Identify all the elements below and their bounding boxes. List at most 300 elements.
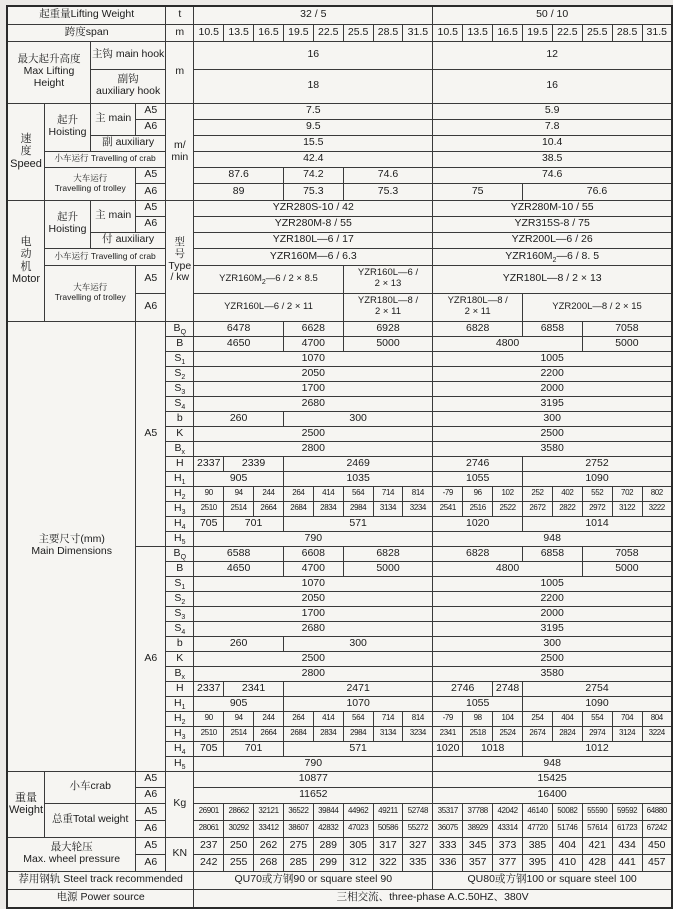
value-cell: 260 (194, 411, 284, 426)
value-cell: 10.4 (433, 135, 672, 151)
unit-label: $B_Q$ (166, 546, 194, 561)
value-cell: 13.5 (463, 24, 493, 41)
value-cell: 10877 (194, 771, 433, 787)
value-cell: 7058 (582, 321, 672, 336)
value-cell: 1005 (433, 351, 672, 366)
value-cell: 571 (283, 741, 432, 756)
table-row (7, 24, 672, 41)
value-cell: 336 (433, 854, 463, 871)
value-cell: 814 (403, 486, 433, 501)
value-cell: 1012 (523, 741, 672, 756)
value-cell: 242 (194, 854, 224, 871)
value-cell: 2341 (224, 681, 284, 696)
section-label: 电 动 机 Motor (7, 200, 45, 321)
table-row (7, 200, 672, 216)
unit-label: K (166, 651, 194, 666)
value-cell: 2522 (493, 501, 523, 516)
value-cell: 2500 (433, 651, 672, 666)
value-cell: 2746 (433, 456, 523, 471)
value-cell: 333 (433, 837, 463, 854)
unit-label: b (166, 411, 194, 426)
crane-spec-table-body (7, 6, 672, 908)
value-cell: 2200 (433, 591, 672, 606)
value-cell: 1005 (433, 576, 672, 591)
unit-label: $S_3$ (166, 381, 194, 396)
value-cell: 33412 (254, 820, 284, 837)
table-row (7, 889, 672, 908)
value-cell: 1070 (194, 351, 433, 366)
value-cell: 2680 (194, 621, 433, 636)
row-label: 小车crab (45, 771, 136, 803)
unit-label: $S_4$ (166, 396, 194, 411)
value-cell: 44962 (343, 803, 373, 820)
table-row (7, 771, 672, 787)
value-cell: 289 (313, 837, 343, 854)
value-cell: 2200 (433, 366, 672, 381)
value-cell: 2337 (194, 456, 224, 471)
value-cell: 2516 (463, 501, 493, 516)
value-cell: 2834 (313, 501, 343, 516)
value-cell: 15425 (433, 771, 672, 787)
value-cell: 300 (283, 411, 432, 426)
unit-label: $H_5$ (166, 531, 194, 546)
row-label: 总重Total weight (45, 803, 136, 837)
value-cell: 250 (224, 837, 254, 854)
unit-label: $S_2$ (166, 366, 194, 381)
value-cell: 3122 (612, 501, 642, 516)
table-row (7, 321, 672, 336)
value-cell: 345 (463, 837, 493, 854)
row-label: A5 (136, 771, 166, 787)
value-cell: 2514 (224, 501, 254, 516)
value-cell: 6858 (523, 546, 583, 561)
unit-label: $H_4$ (166, 741, 194, 756)
value-cell: 414 (313, 486, 343, 501)
value-cell: 50082 (552, 803, 582, 820)
value-cell: 5000 (343, 336, 433, 351)
value-cell: YZR280M-10 / 55 (433, 200, 672, 216)
value-cell: 28662 (224, 803, 254, 820)
value-cell: 37788 (463, 803, 493, 820)
value-cell: 564 (343, 486, 373, 501)
value-cell: 1090 (523, 471, 672, 486)
value-cell: 1018 (463, 741, 523, 756)
value-cell: 52748 (403, 803, 433, 820)
value-cell: 94 (224, 711, 254, 726)
value-cell: 2000 (433, 381, 672, 396)
value-cell: 317 (373, 837, 403, 854)
value-cell: 13.5 (224, 24, 254, 41)
value-cell: 28061 (194, 820, 224, 837)
value-cell: 16.5 (493, 24, 523, 41)
row-label: A6 (136, 820, 166, 837)
value-cell: 3134 (373, 726, 403, 741)
value-cell: 2834 (313, 726, 343, 741)
table-row (7, 265, 672, 293)
value-cell: 90 (194, 486, 224, 501)
unit-label: $H_1$ (166, 471, 194, 486)
unit-label: $S_4$ (166, 621, 194, 636)
value-cell: 300 (283, 636, 432, 651)
value-cell: 1055 (433, 471, 523, 486)
value-cell: -79 (433, 486, 463, 501)
value-cell: 36522 (283, 803, 313, 820)
value-cell: 3195 (433, 396, 672, 411)
value-cell: 2752 (523, 456, 672, 471)
value-cell: 38607 (283, 820, 313, 837)
value-cell: 2050 (194, 591, 433, 606)
value-cell: 11652 (194, 787, 433, 803)
value-cell: 35317 (433, 803, 463, 820)
value-cell: 457 (642, 854, 672, 871)
crane-spec-table (6, 5, 673, 909)
value-cell: 814 (403, 711, 433, 726)
value-cell: 2748 (493, 681, 523, 696)
value-cell: 31.5 (403, 24, 433, 41)
value-cell: $YZR160M_2—6 / 8$. 5 (433, 248, 672, 265)
value-cell: 104 (493, 711, 523, 726)
value-cell: 327 (403, 837, 433, 854)
value-cell: 701 (224, 516, 284, 531)
value-cell: 75 (433, 183, 523, 200)
table-row (7, 6, 672, 24)
value-cell: 16.5 (254, 24, 284, 41)
row-label: A5 (136, 321, 166, 546)
table-row (7, 871, 672, 889)
value-cell: 377 (493, 854, 523, 871)
row-label: 小车运行 Travelling of crab (45, 248, 166, 265)
value-cell: 802 (642, 486, 672, 501)
value-cell: 6858 (523, 321, 583, 336)
value-cell: 6628 (283, 321, 343, 336)
value-cell: 244 (254, 711, 284, 726)
value-cell: 254 (523, 711, 553, 726)
row-label: 主 main (90, 103, 135, 135)
value-cell: 4650 (194, 561, 284, 576)
value-cell: 2337 (194, 681, 224, 696)
value-cell: 402 (552, 486, 582, 501)
row-label: 主要尺寸(mm) Main Dimensions (7, 321, 136, 771)
value-cell: 7.5 (194, 103, 433, 119)
unit-label: $B_x$ (166, 666, 194, 681)
value-cell: 2684 (283, 501, 313, 516)
value-cell: 554 (582, 711, 612, 726)
row-label: 主 main (90, 200, 135, 232)
value-cell: 50 / 10 (433, 6, 672, 24)
value-cell: 701 (224, 741, 284, 756)
value-cell: 948 (433, 756, 672, 771)
value-cell: 4700 (283, 336, 343, 351)
table-row (7, 135, 672, 151)
value-cell: 90 (194, 711, 224, 726)
row-label: A5 (136, 837, 166, 854)
value-cell: 49211 (373, 803, 403, 820)
row-label: A6 (136, 183, 166, 200)
value-cell: 6828 (433, 546, 523, 561)
row-label: 最大轮压 Max. wheel pressure (7, 837, 136, 871)
value-cell: QU80或方钢100 or square steel 100 (433, 871, 672, 889)
row-label: A5 (136, 103, 166, 119)
value-cell: 6828 (433, 321, 523, 336)
unit-label: B (166, 561, 194, 576)
value-cell: 57614 (582, 820, 612, 837)
value-cell: 6608 (283, 546, 343, 561)
value-cell: 905 (194, 696, 284, 711)
value-cell: 31.5 (642, 24, 672, 41)
value-cell: 1090 (523, 696, 672, 711)
row-label: 大车运行 Travelling of trolley (45, 167, 136, 200)
value-cell: 305 (343, 837, 373, 854)
value-cell: 1070 (283, 696, 432, 711)
value-cell: 25.5 (343, 24, 373, 41)
value-cell: 26901 (194, 803, 224, 820)
value-cell: 299 (313, 854, 343, 871)
value-cell: 50586 (373, 820, 403, 837)
value-cell: 2972 (582, 501, 612, 516)
unit-label: $H_3$ (166, 726, 194, 741)
value-cell: 2471 (283, 681, 432, 696)
value-cell: 714 (373, 711, 403, 726)
unit-label: $H_3$ (166, 501, 194, 516)
row-label: 起升 Hoisting (45, 103, 91, 151)
value-cell: 74.6 (433, 167, 672, 183)
value-cell: 6928 (343, 321, 433, 336)
value-cell: 6828 (343, 546, 433, 561)
value-cell: 335 (403, 854, 433, 871)
value-cell: YZR180L—8 / 2 × 13 (433, 265, 672, 293)
value-cell: 19.5 (523, 24, 553, 41)
value-cell: 705 (194, 516, 224, 531)
value-cell: 704 (612, 711, 642, 726)
table-row (7, 167, 672, 183)
value-cell: $YZR160M_2—6 / 2 \times 8.5$ (194, 265, 343, 293)
row-label: 最大起升高度 Max Lifting Height (7, 41, 90, 103)
table-row (7, 232, 672, 248)
row-label: 大车运行 Travelling of trolley (45, 265, 136, 321)
value-cell: 38.5 (433, 151, 672, 167)
value-cell: 2341 (433, 726, 463, 741)
value-cell: 30292 (224, 820, 254, 837)
unit-label: $B_x$ (166, 441, 194, 456)
row-label: 副钩 auxiliary hook (90, 69, 165, 103)
value-cell: 16400 (433, 787, 672, 803)
value-cell: 10.5 (433, 24, 463, 41)
value-cell: 4650 (194, 336, 284, 351)
unit-label: $S_2$ (166, 591, 194, 606)
unit-label: m (166, 41, 194, 103)
value-cell: 38929 (463, 820, 493, 837)
unit-label: m/ min (166, 103, 194, 200)
value-cell: 25.5 (582, 24, 612, 41)
value-cell: 2800 (194, 441, 433, 456)
value-cell: 22.5 (552, 24, 582, 41)
value-cell: 404 (552, 711, 582, 726)
value-cell: 3195 (433, 621, 672, 636)
value-cell: 804 (642, 711, 672, 726)
value-cell: YZR160M—6 / 6.3 (194, 248, 433, 265)
value-cell: 3234 (403, 501, 433, 516)
table-row (7, 837, 672, 854)
row-label: 电源 Power source (7, 889, 194, 908)
value-cell: 43314 (493, 820, 523, 837)
value-cell: 2664 (254, 501, 284, 516)
row-label: A5 (136, 200, 166, 216)
value-cell: 6478 (194, 321, 284, 336)
value-cell: YZR280M-8 / 55 (194, 216, 433, 232)
value-cell: 357 (463, 854, 493, 871)
value-cell: 42042 (493, 803, 523, 820)
value-cell: 4800 (433, 561, 582, 576)
value-cell: 75.3 (343, 183, 433, 200)
value-cell: YZR180L—8 / 2 × 11 (433, 293, 523, 321)
value-cell: 87.6 (194, 167, 284, 183)
value-cell: 74.6 (343, 167, 433, 183)
unit-label: KN (166, 837, 194, 871)
unit-label: 型 号 Type / kw (166, 200, 194, 321)
row-label: A6 (136, 546, 166, 771)
value-cell: 102 (493, 486, 523, 501)
value-cell: 2339 (224, 456, 284, 471)
value-cell: 385 (523, 837, 553, 854)
value-cell: 564 (343, 711, 373, 726)
value-cell: QU70或方钢90 or square steel 90 (194, 871, 433, 889)
value-cell: 2000 (433, 606, 672, 621)
value-cell: 1700 (194, 606, 433, 621)
table-row (7, 248, 672, 265)
value-cell: 3224 (642, 726, 672, 741)
value-cell: 96 (463, 486, 493, 501)
value-cell: 12 (433, 41, 672, 69)
value-cell: 67242 (642, 820, 672, 837)
row-label: 小车运行 Travelling of crab (45, 151, 166, 167)
table-row (7, 69, 672, 103)
value-cell: 2674 (523, 726, 553, 741)
row-label: A6 (136, 119, 166, 135)
unit-label: $S_1$ (166, 351, 194, 366)
value-cell: YZR180L—6 / 17 (194, 232, 433, 248)
value-cell: 312 (343, 854, 373, 871)
value-cell: 18 (194, 69, 433, 103)
value-cell: 905 (194, 471, 284, 486)
value-cell: 1070 (194, 576, 433, 591)
value-cell: 4700 (283, 561, 343, 576)
value-cell: 51746 (552, 820, 582, 837)
value-cell: 2822 (552, 501, 582, 516)
value-cell: 3580 (433, 441, 672, 456)
value-cell: 702 (612, 486, 642, 501)
value-cell: 94 (224, 486, 254, 501)
row-label: 付 auxiliary (90, 232, 165, 248)
value-cell: 42.4 (194, 151, 433, 167)
value-cell: 3134 (373, 501, 403, 516)
value-cell: 2684 (283, 726, 313, 741)
value-cell: 16 (433, 69, 672, 103)
value-cell: 3234 (403, 726, 433, 741)
value-cell: 404 (552, 837, 582, 854)
value-cell: YZR160L—6 / 2 × 13 (343, 265, 433, 293)
value-cell: 373 (493, 837, 523, 854)
value-cell: 2524 (493, 726, 523, 741)
value-cell: 15.5 (194, 135, 433, 151)
value-cell: 46140 (523, 803, 553, 820)
value-cell: 2754 (523, 681, 672, 696)
value-cell: 705 (194, 741, 224, 756)
row-label: 起重量Lifting Weight (7, 6, 166, 24)
unit-label: $H_4$ (166, 516, 194, 531)
value-cell: 790 (194, 756, 433, 771)
value-cell: 55272 (403, 820, 433, 837)
value-cell: 5.9 (433, 103, 672, 119)
value-cell: 42832 (313, 820, 343, 837)
value-cell: 450 (642, 837, 672, 854)
value-cell: 410 (552, 854, 582, 871)
value-cell: 3222 (642, 501, 672, 516)
value-cell: 571 (283, 516, 432, 531)
value-cell: 264 (283, 711, 313, 726)
value-cell: 2974 (582, 726, 612, 741)
value-cell: 264 (283, 486, 313, 501)
unit-label: m (166, 24, 194, 41)
row-label: 主钩 main hook (90, 41, 165, 69)
value-cell: 1035 (283, 471, 432, 486)
value-cell: 252 (523, 486, 553, 501)
unit-label: $B_Q$ (166, 321, 194, 336)
value-cell: 7058 (582, 546, 672, 561)
value-cell: 7.8 (433, 119, 672, 135)
value-cell: 1014 (523, 516, 672, 531)
value-cell: -79 (433, 711, 463, 726)
value-cell: 47720 (523, 820, 553, 837)
value-cell: 2469 (283, 456, 432, 471)
value-cell: 32121 (254, 803, 284, 820)
value-cell: 5000 (343, 561, 433, 576)
value-cell: 47023 (343, 820, 373, 837)
value-cell: YZR200L—6 / 26 (433, 232, 672, 248)
value-cell: 3580 (433, 666, 672, 681)
value-cell: 89 (194, 183, 284, 200)
value-cell: 441 (612, 854, 642, 871)
value-cell: 244 (254, 486, 284, 501)
value-cell: 3124 (612, 726, 642, 741)
value-cell: 4800 (433, 336, 582, 351)
value-cell: 260 (194, 636, 284, 651)
unit-label: $H_2$ (166, 711, 194, 726)
value-cell: 395 (523, 854, 553, 871)
value-cell: 三相交流、three-phase A.C.50HZ、380V (194, 889, 672, 908)
row-label: 荐用钢轨 Steel track recommended (7, 871, 194, 889)
value-cell: YZR280S-10 / 42 (194, 200, 433, 216)
value-cell: 76.6 (523, 183, 672, 200)
unit-label: $S_3$ (166, 606, 194, 621)
value-cell: 55590 (582, 803, 612, 820)
value-cell: 552 (582, 486, 612, 501)
row-label: A6 (136, 216, 166, 232)
value-cell: YZR200L—8 / 2 × 15 (523, 293, 672, 321)
row-label: A6 (136, 787, 166, 803)
value-cell: 2510 (194, 501, 224, 516)
value-cell: 64880 (642, 803, 672, 820)
value-cell: 19.5 (283, 24, 313, 41)
value-cell: 237 (194, 837, 224, 854)
value-cell: 39844 (313, 803, 343, 820)
row-label: 跨度span (7, 24, 166, 41)
value-cell: 2500 (194, 651, 433, 666)
value-cell: 74.2 (283, 167, 343, 183)
value-cell: 300 (433, 411, 672, 426)
value-cell: 2541 (433, 501, 463, 516)
row-label: 起升 Hoisting (45, 200, 91, 248)
value-cell: YZR160L—6 / 2 × 11 (194, 293, 343, 321)
